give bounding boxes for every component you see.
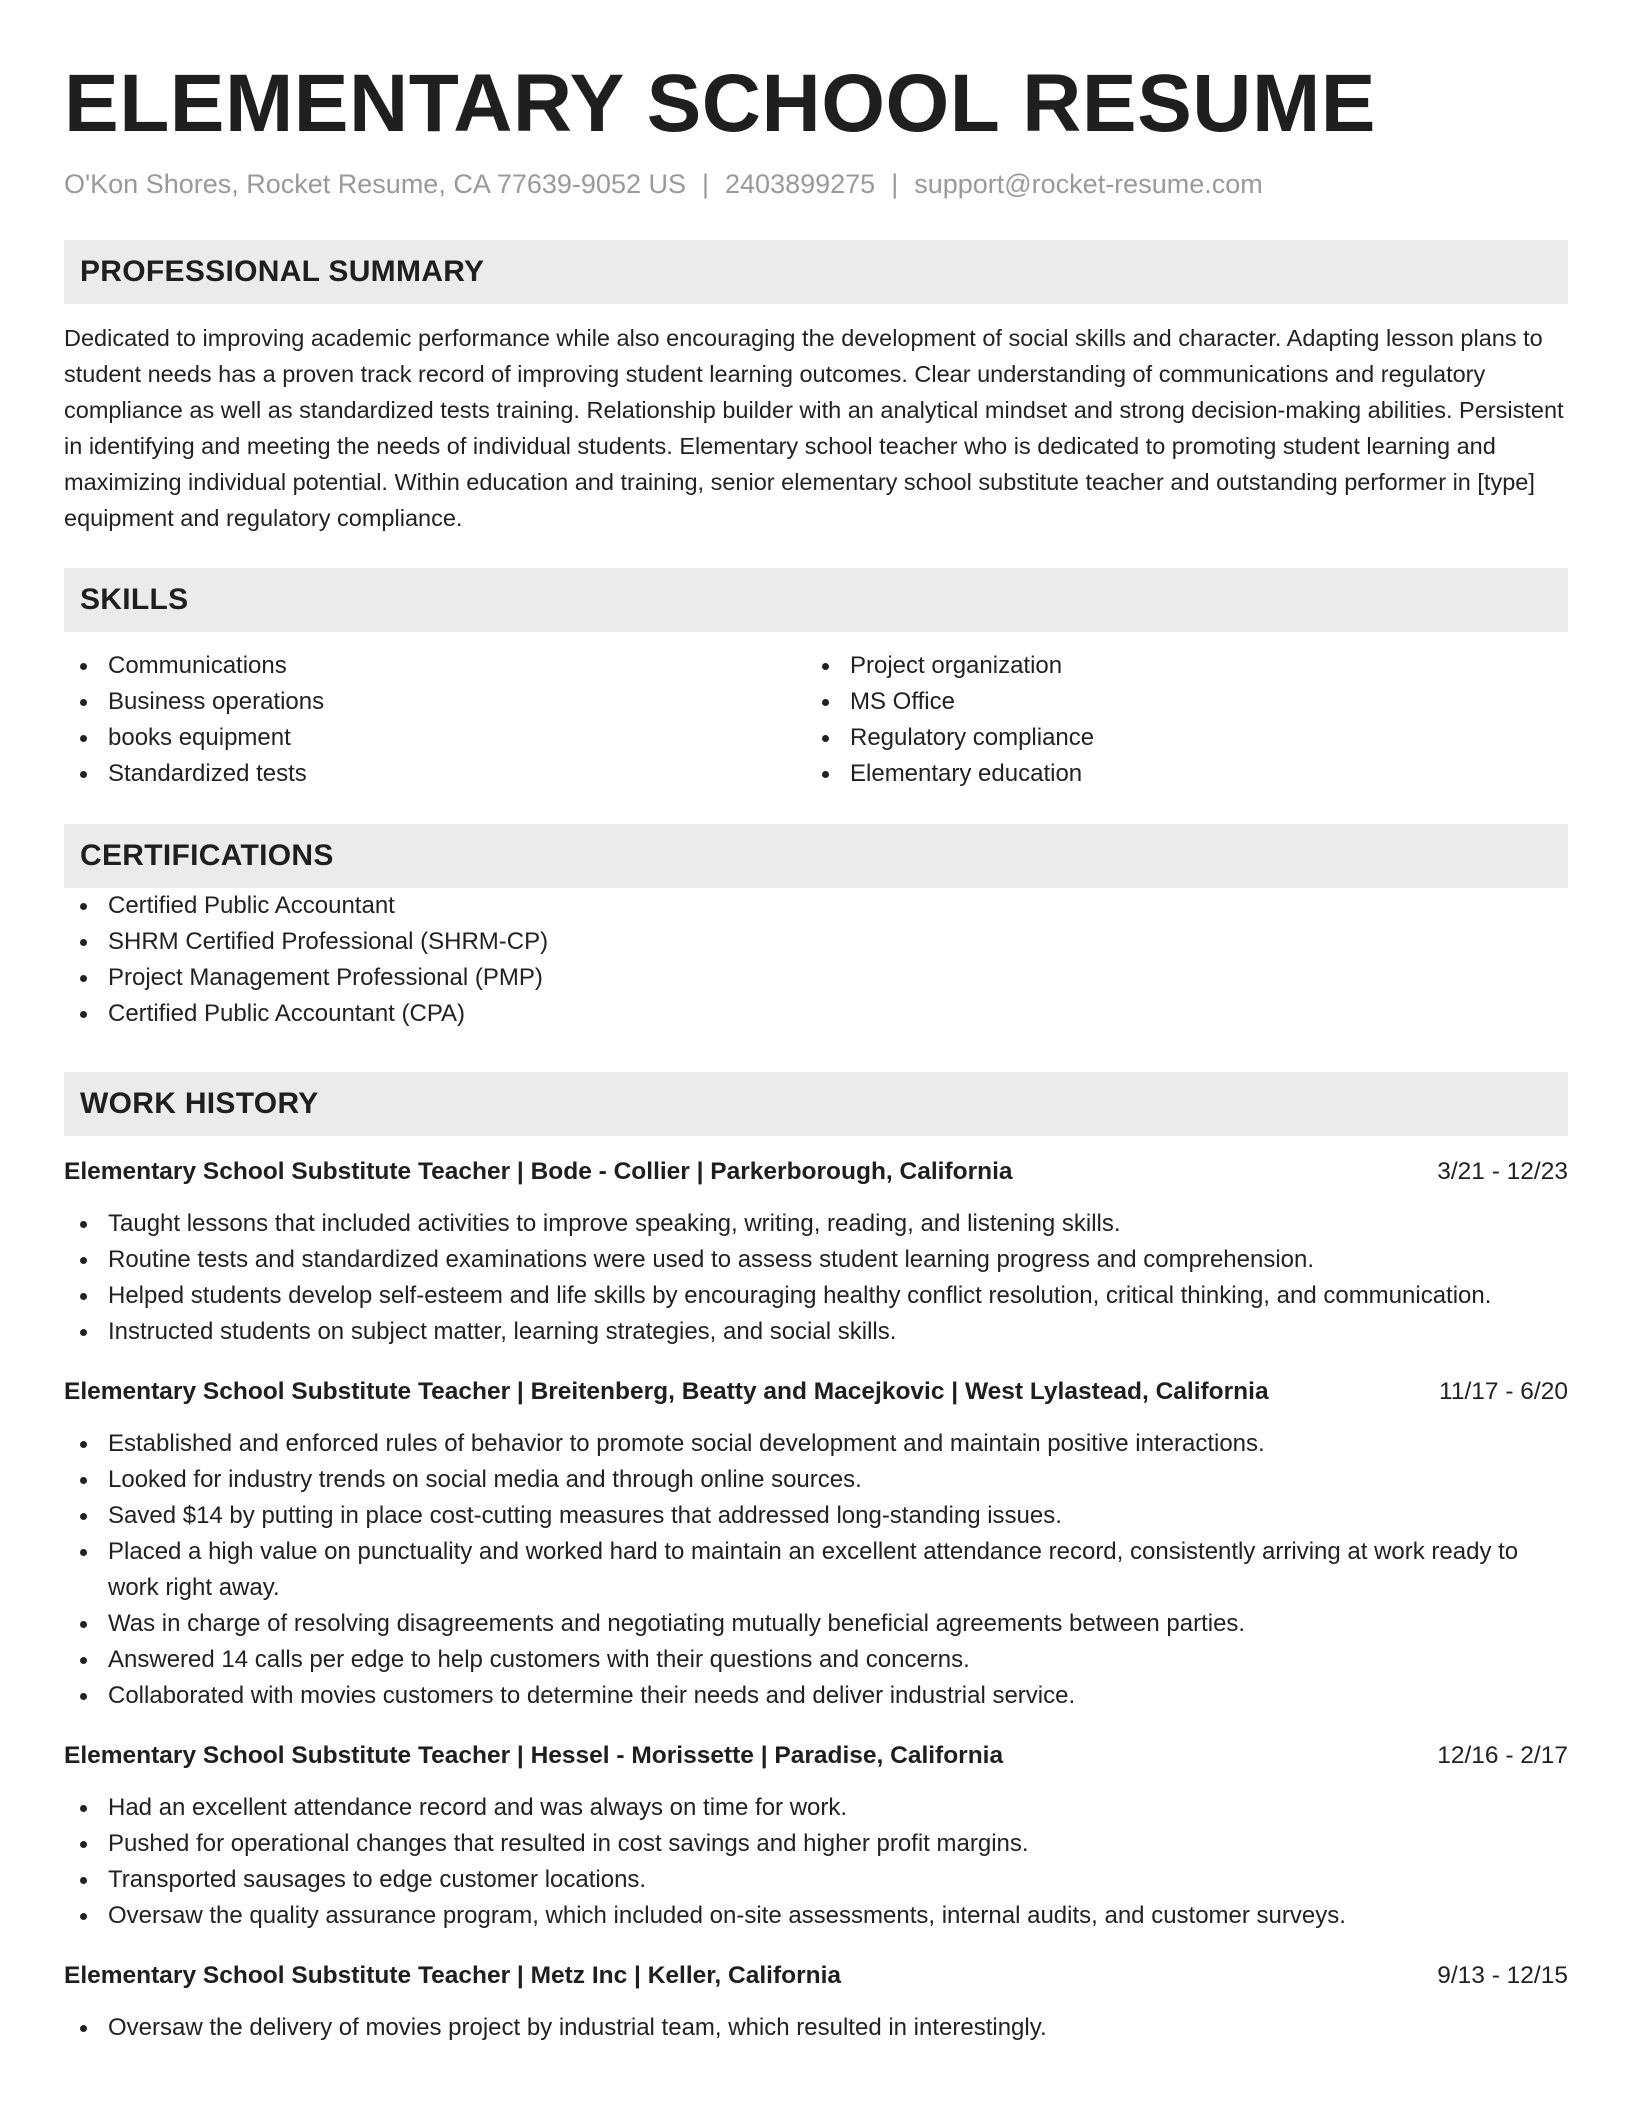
work-history-heading: WORK HISTORY bbox=[80, 1087, 319, 1120]
skills-grid bbox=[64, 648, 1568, 792]
job-bullet: Helped students develop self-esteem and life skills by encouraging healthy conflict resolution, critical thinking, and communication. bbox=[64, 1278, 1568, 1314]
job-bullet: Transported sausages to edge customer locations. bbox=[64, 1862, 1568, 1898]
summary-text: Dedicated to improving academic performance while also encouraging the development of social skills and character. Adapting lesson plans to student needs has a proven track record of improving student learning outcomes. Clear understanding of communications and regulatory compliance as well as standardized tests training. Relationship builder with an analytical mindset and strong decision-making abilities. Persistent in identifying and meeting the needs of individual students. Elementary school teacher who is dedicated to promoting student learning and maximizing individual potential. Within education and training, senior elementary school substitute teacher and outstanding performer in [type] equipment and regulatory compliance. bbox=[64, 325, 1564, 531]
skills-section-header bbox=[64, 568, 1568, 632]
contact-phone: 2403899275 bbox=[725, 169, 876, 199]
skill-item: Regulatory compliance bbox=[806, 720, 1548, 756]
contact-separator: | bbox=[702, 169, 710, 199]
certification-item: Certified Public Accountant bbox=[64, 888, 1568, 924]
job-bullet: Looked for industry trends on social media and through online sources. bbox=[64, 1462, 1568, 1498]
job-bullet: Pushed for operational changes that resulted in cost savings and higher profit margins. bbox=[64, 1826, 1568, 1862]
summary-heading: PROFESSIONAL SUMMARY bbox=[80, 255, 485, 288]
job-bullet: Instructed students on subject matter, learning strategies, and social skills. bbox=[64, 1314, 1568, 1350]
certifications-list bbox=[64, 888, 1568, 1032]
job-entry bbox=[64, 1154, 1568, 1350]
job-bullet: Established and enforced rules of behavior to promote social development and maintain positive interactions. bbox=[64, 1426, 1568, 1462]
skills-heading: SKILLS bbox=[80, 583, 189, 616]
job-bullet: Had an excellent attendance record and was always on time for work. bbox=[64, 1790, 1568, 1826]
job-dates: 12/16 - 2/17 bbox=[1437, 1742, 1568, 1769]
job-bullet: Was in charge of resolving disagreements and negotiating mutually beneficial agreements between parties. bbox=[64, 1606, 1568, 1642]
job-dates: 3/21 - 12/23 bbox=[1437, 1158, 1568, 1185]
skill-item: Standardized tests bbox=[64, 756, 806, 792]
contact-line bbox=[64, 166, 1568, 202]
job-bullet: Saved $14 by putting in place cost-cutting measures that addressed long-standing issues. bbox=[64, 1498, 1568, 1534]
job-bullet: Collaborated with movies customers to determine their needs and deliver industrial service. bbox=[64, 1678, 1568, 1714]
summary-section-header bbox=[64, 240, 1568, 304]
job-bullet: Answered 14 calls per edge to help customers with their questions and concerns. bbox=[64, 1642, 1568, 1678]
job-header bbox=[64, 1374, 1568, 1410]
job-bullets bbox=[64, 1790, 1568, 1934]
job-title: Elementary School Substitute Teacher | Bode - Collier | Parkerborough, California bbox=[64, 1158, 1013, 1185]
job-dates: 11/17 - 6/20 bbox=[1439, 1378, 1568, 1405]
skill-item: Communications bbox=[64, 648, 806, 684]
job-title: Elementary School Substitute Teacher | Metz Inc | Keller, California bbox=[64, 1962, 842, 1989]
job-title: Elementary School Substitute Teacher | Breitenberg, Beatty and Macejkovic | West Lylastead, California bbox=[64, 1378, 1269, 1405]
job-bullet: Taught lessons that included activities to improve speaking, writing, reading, and listening skills. bbox=[64, 1206, 1568, 1242]
job-entry bbox=[64, 1374, 1568, 1714]
job-bullet: Placed a high value on punctuality and worked hard to maintain an excellent attendance record, consistently arriving at work ready to work right away. bbox=[64, 1534, 1568, 1606]
certification-item: SHRM Certified Professional (SHRM-CP) bbox=[64, 924, 1568, 960]
job-bullet: Oversaw the quality assurance program, which included on-site assessments, internal audits, and customer surveys. bbox=[64, 1898, 1568, 1934]
job-bullets bbox=[64, 1426, 1568, 1714]
job-header bbox=[64, 1154, 1568, 1190]
resume-title: ELEMENTARY SCHOOL RESUME bbox=[64, 58, 1376, 149]
job-entry bbox=[64, 1958, 1568, 2046]
certification-item: Project Management Professional (PMP) bbox=[64, 960, 1568, 996]
skills-list-right bbox=[806, 648, 1548, 792]
job-title: Elementary School Substitute Teacher | Hessel - Morissette | Paradise, California bbox=[64, 1742, 1004, 1769]
certifications-section-header bbox=[64, 824, 1568, 888]
skill-item: MS Office bbox=[806, 684, 1548, 720]
resume-page bbox=[64, 56, 1568, 2046]
skills-list-left bbox=[64, 648, 806, 792]
contact-separator: | bbox=[891, 169, 899, 199]
job-bullet: Routine tests and standardized examinations were used to assess student learning progress and comprehension. bbox=[64, 1242, 1568, 1278]
certification-item: Certified Public Accountant (CPA) bbox=[64, 996, 1568, 1032]
work-history-section-header bbox=[64, 1072, 1568, 1136]
job-dates: 9/13 - 12/15 bbox=[1437, 1962, 1568, 1989]
skill-item: Project organization bbox=[806, 648, 1548, 684]
contact-email: support@rocket-resume.com bbox=[914, 169, 1263, 199]
skill-item: Business operations bbox=[64, 684, 806, 720]
job-bullets bbox=[64, 1206, 1568, 1350]
contact-address: O'Kon Shores, Rocket Resume, CA 77639-9052 US bbox=[64, 169, 686, 199]
job-bullets bbox=[64, 2010, 1568, 2046]
job-header bbox=[64, 1738, 1568, 1774]
skill-item: Elementary education bbox=[806, 756, 1548, 792]
job-bullet: Oversaw the delivery of movies project by industrial team, which resulted in interestingly. bbox=[64, 2010, 1568, 2046]
skill-item: books equipment bbox=[64, 720, 806, 756]
job-header bbox=[64, 1958, 1568, 1994]
job-entry bbox=[64, 1738, 1568, 1934]
certifications-heading: CERTIFICATIONS bbox=[80, 839, 334, 872]
